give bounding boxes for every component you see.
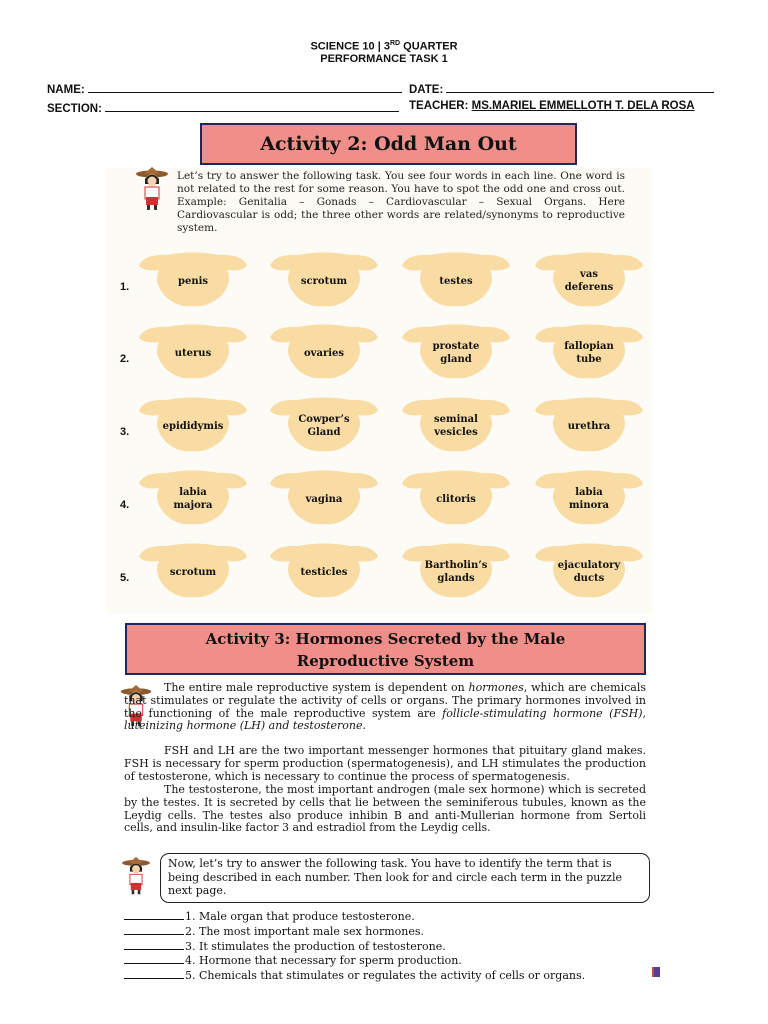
p1-em-hormone-list: follicle-stimulating hormone (FSH), luteinizing hormone (LH) and testosterone. bbox=[124, 706, 646, 733]
word-label: ovaries bbox=[303, 347, 345, 359]
question-text: 5. Chemicals that stimulates or regulates the activity of cells or organs. bbox=[185, 969, 586, 983]
word-cloud[interactable] bbox=[268, 470, 380, 522]
word-label: clitoris bbox=[436, 493, 476, 505]
word-cloud[interactable] bbox=[400, 324, 512, 376]
word-label: urethra bbox=[567, 420, 611, 432]
word-label: testicles bbox=[300, 566, 348, 578]
section-blank[interactable] bbox=[105, 100, 399, 112]
answer-blank[interactable] bbox=[124, 939, 184, 950]
question-text: 2. The most important male sex hormones. bbox=[185, 924, 425, 938]
word-cloud[interactable] bbox=[137, 470, 249, 522]
word-cloud[interactable] bbox=[400, 470, 512, 522]
word-cloud[interactable] bbox=[400, 543, 512, 595]
question-text: 4. Hormone that necessary for sperm production. bbox=[185, 954, 462, 968]
question-item[interactable] bbox=[124, 939, 585, 954]
page-corner-mark-icon bbox=[652, 967, 660, 977]
word-cloud[interactable] bbox=[137, 252, 249, 304]
row-number: 3. bbox=[120, 426, 130, 438]
teacher-field bbox=[409, 100, 695, 112]
header-quarter: QUARTER bbox=[400, 40, 458, 53]
date-field[interactable] bbox=[409, 81, 714, 96]
paragraph-hormones bbox=[124, 682, 646, 733]
word-label: ejaculatory ducts bbox=[557, 560, 621, 584]
question-item[interactable] bbox=[124, 953, 585, 968]
word-label: labia minora bbox=[568, 487, 610, 511]
header-superscript: RD bbox=[389, 40, 401, 47]
activity-3-title-line-2: Reproductive System bbox=[296, 652, 475, 670]
question-list bbox=[124, 909, 585, 983]
activity-2-intro-text: Let’s try to answer the following task. You see four words in each line. One word is not related to the rest for some reason. You have to spot the odd one and cross out. Example: Genitalia – Gonads – Cardiovascular – Sexual Organs. Here Cardiovascular is odd; the three other words are related/synonyms to reproductive system. bbox=[177, 170, 625, 234]
task-instructions-callout: Now, let’s try to answer the following task. You have to identify the term that is being described in each number. Then look for and circle each term in the puzzle next page. bbox=[160, 853, 650, 903]
word-cloud[interactable] bbox=[533, 252, 645, 304]
word-label: scrotum bbox=[169, 566, 217, 578]
paragraph-testosterone: The testosterone, the most important androgen (male sex hormone) which is secreted by the testes. It is secreted by cells that lie between the seminiferous tubules, known as the Leydig cells. The testes also produce inhibin B and anti-Mullerian hormone from Sertoli cells, and insulin-like factor 3 and estradiol from the Leydig cells. bbox=[124, 783, 646, 835]
word-label: Cowper’s Gland bbox=[298, 414, 350, 438]
activity-3-title bbox=[125, 623, 646, 675]
word-cloud[interactable] bbox=[400, 252, 512, 304]
p1-text-b: , which are chemicals that stimulates or regulate the activity of cells or organs. The primary hormones involved in the functioning of the male reproductive system are bbox=[124, 681, 646, 720]
question-item[interactable] bbox=[124, 909, 585, 924]
header-subject: SCIENCE 10 | 3 bbox=[310, 40, 390, 53]
word-label: uterus bbox=[174, 347, 212, 359]
word-cloud[interactable] bbox=[137, 397, 249, 449]
answer-blank[interactable] bbox=[124, 909, 184, 920]
paragraph-fsh-lh: FSH and LH are the two important messenger hormones that pituitary gland makes. FSH is necessary for sperm production (spermatogenesis), and LH stimulates the production of testosterone, which is necessary to continue the process of spermatogenesis. bbox=[124, 744, 646, 783]
activity-3-title-line-1: Activity 3: Hormones Secreted by the Male bbox=[205, 630, 566, 648]
word-cloud[interactable] bbox=[268, 252, 380, 304]
teacher-name: MS.MARIEL EMMELLOTH T. DELA ROSA bbox=[471, 100, 695, 112]
word-label: Bartholin’s glands bbox=[424, 560, 488, 584]
word-cloud[interactable] bbox=[533, 397, 645, 449]
word-label: seminal vesicles bbox=[434, 414, 478, 438]
name-blank[interactable] bbox=[88, 81, 402, 93]
section-label: SECTION: bbox=[47, 103, 102, 115]
word-cloud[interactable] bbox=[533, 324, 645, 376]
p1-text-a: The entire male reproductive system is dependent on bbox=[164, 681, 469, 694]
header-line-2: PERFORMANCE TASK 1 bbox=[320, 53, 448, 65]
word-label: testes bbox=[439, 275, 473, 287]
student-mascot-icon bbox=[134, 166, 170, 212]
word-cloud[interactable] bbox=[533, 543, 645, 595]
word-label: vagina bbox=[305, 493, 343, 505]
row-number: 2. bbox=[120, 353, 130, 365]
word-cloud[interactable] bbox=[268, 543, 380, 595]
name-label: NAME: bbox=[47, 84, 85, 96]
word-cloud[interactable] bbox=[268, 324, 380, 376]
section-field[interactable] bbox=[47, 100, 399, 115]
teacher-label: TEACHER: bbox=[409, 100, 469, 112]
row-number: 5. bbox=[120, 572, 130, 584]
word-cloud[interactable] bbox=[137, 324, 249, 376]
answer-blank[interactable] bbox=[124, 968, 184, 979]
activity-2-title: Activity 2: Odd Man Out bbox=[200, 123, 577, 165]
row-number: 1. bbox=[120, 281, 130, 293]
date-blank[interactable] bbox=[446, 81, 714, 93]
word-cloud[interactable] bbox=[400, 397, 512, 449]
word-label: prostate gland bbox=[432, 341, 480, 365]
word-label: scrotum bbox=[300, 275, 348, 287]
word-cloud[interactable] bbox=[268, 397, 380, 449]
row-number: 4. bbox=[120, 499, 130, 511]
question-text: 1. Male organ that produce testosterone. bbox=[185, 910, 415, 923]
word-label: epididymis bbox=[162, 420, 224, 432]
answer-blank[interactable] bbox=[124, 924, 184, 935]
p1-em-hormones: hormones bbox=[468, 681, 524, 694]
word-label: fallopian tube bbox=[564, 341, 614, 365]
answer-blank[interactable] bbox=[124, 953, 184, 964]
question-item[interactable] bbox=[124, 924, 585, 939]
question-item[interactable] bbox=[124, 968, 585, 983]
student-mascot-icon bbox=[120, 856, 152, 896]
question-text: 3. It stimulates the production of testosterone. bbox=[185, 939, 446, 953]
word-label: labia majora bbox=[173, 487, 213, 511]
word-cloud[interactable] bbox=[137, 543, 249, 595]
word-label: vas deferens bbox=[564, 269, 614, 293]
word-label: penis bbox=[177, 275, 209, 287]
word-cloud[interactable] bbox=[533, 470, 645, 522]
date-label: DATE: bbox=[409, 84, 444, 96]
name-field[interactable] bbox=[47, 81, 402, 96]
header-line-1 bbox=[0, 40, 768, 53]
